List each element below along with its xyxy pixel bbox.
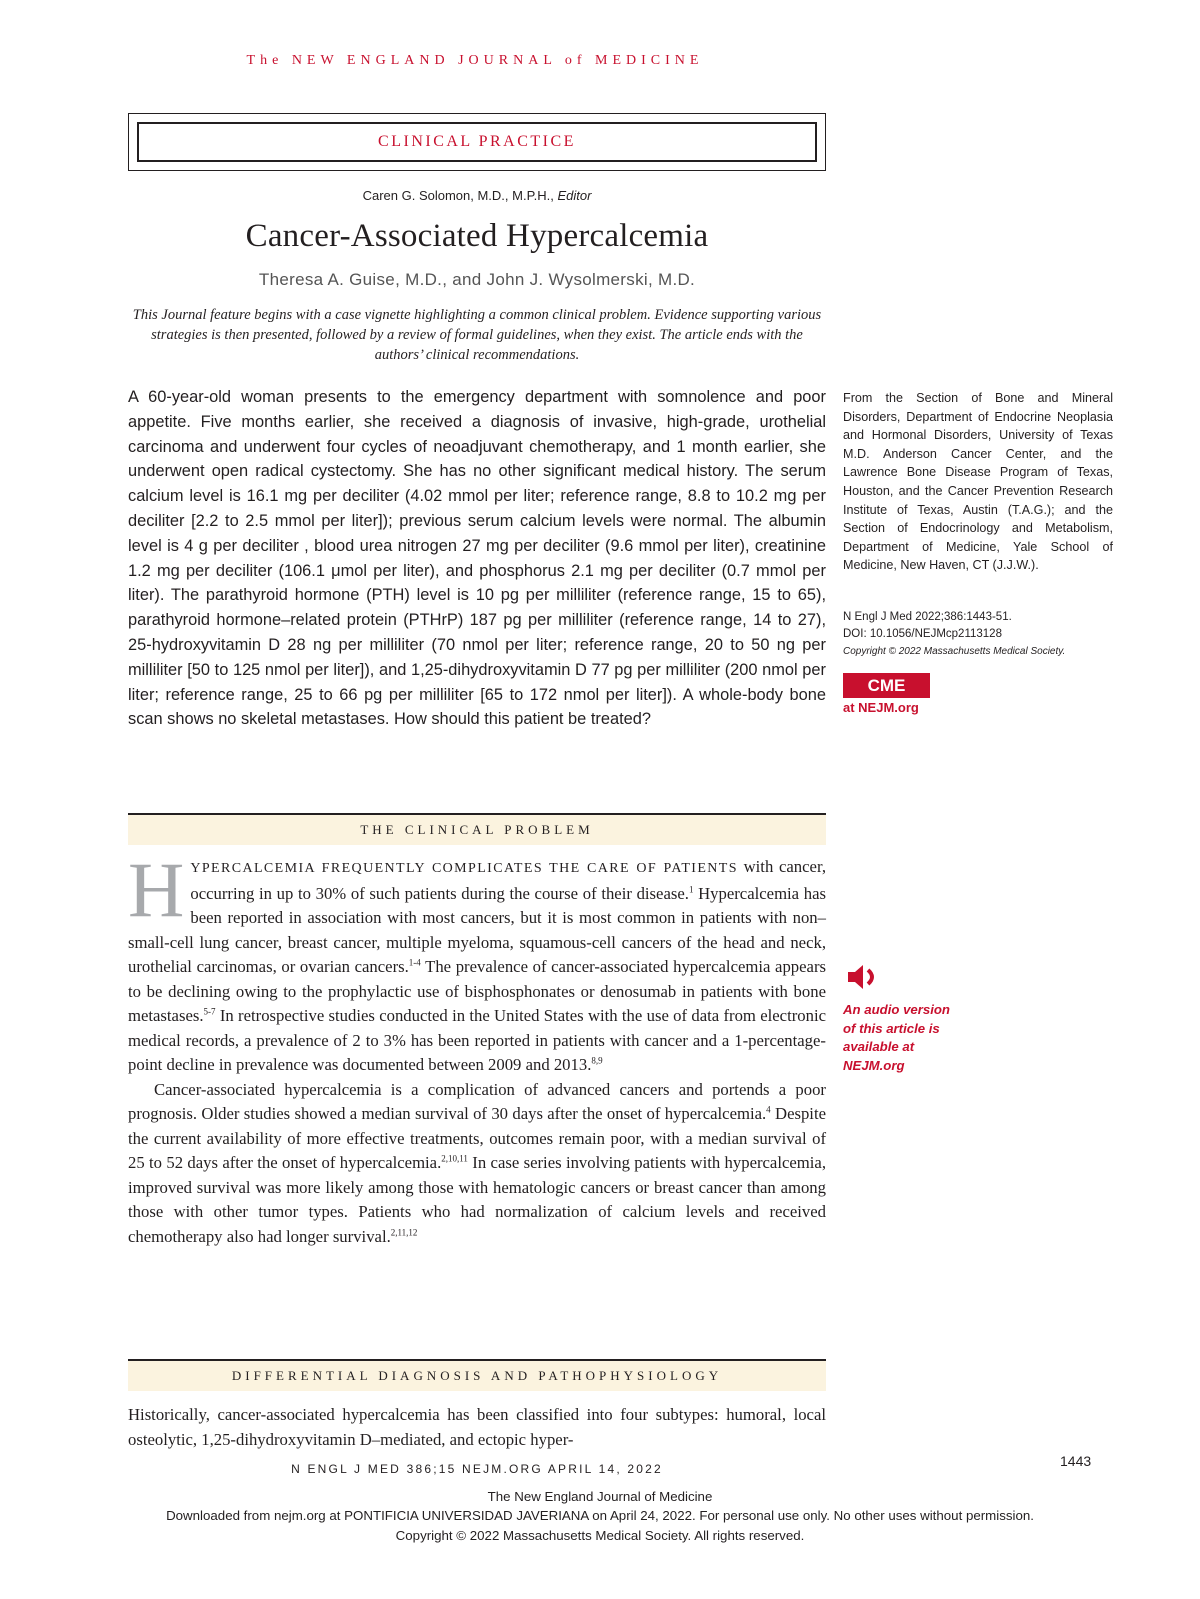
reference[interactable]: 2,10,11 [441,1153,468,1164]
audio-line: of this article is [843,1020,940,1036]
copyright-notice: Copyright © 2022 Massachusetts Medical Society. [843,646,1066,657]
paragraph [128,1078,826,1250]
speaker-icon[interactable] [846,962,886,997]
text-run: Hypercalcemia has been reported in association with most cancers, but it is most common in patients with non–small-cell lung cancer, breast cancer, multiple myeloma, squamous-cell cancers of the head and neck, urothelial carcinomas, or ovarian cancers. [128,883,827,976]
download-copyright: Copyright © 2022 Massachusetts Medical Society. All rights reserved. [395,1528,805,1543]
editor-name: Caren G. Solomon, M.D., M.P.H., [362,188,554,203]
audio-version-note[interactable] [843,1001,950,1075]
text-run: with cancer, occurring in up to 30% of such patients during the course of their disease. [190,857,826,903]
text-run: Despite the current availability of more effective treatments, outcomes remain poor, with a median survival of 25 to 52 days after the onset of hypercalcemia. [128,1104,826,1172]
reference[interactable]: 4 [766,1104,771,1115]
doi[interactable]: DOI: 10.1056/NEJMcp2113128 [843,628,1002,640]
citation: N Engl J Med 2022;386:1443-51. [843,611,1012,623]
download-notice: Downloaded from nejm.org at PONTIFICIA UNIVERSIDAD JAVERIANA on April 24, 2022. For personal use only. No other uses without permission. [166,1508,1034,1523]
journal-masthead: The NEW ENGLAND JOURNAL of MEDICINE [246,53,704,68]
text-run: The prevalence of cancer-associated hypercalcemia appears to be declining owing to the prophylactic use of bisphosphonates or denosumab in patients with bone metastases. [128,957,826,1025]
section-heading-clinical-problem: THE CLINICAL PROBLEM [360,822,594,837]
editor-line [0,188,954,203]
text-run: In retrospective studies conducted in the United States with the use of data from electronic medical records, a prevalence of 2 to 3% has been reported in patients with cancer and a 1-percentage-point decline in prevalence was documented between 2009 and 2013. [128,1006,826,1074]
section-label: CLINICAL PRACTICE [137,122,817,162]
citation-block [843,609,1113,660]
reference[interactable]: 1-4 [408,957,421,968]
text-run: In case series involving patients with hypercalcemia, improved survival was more likely among those with hematologic cancers or breast cancer than among those with other tumor types. Patients who had normalization of calcium levels and received chemotherapy also had longer survival. [128,1153,826,1246]
article-authors: Theresa A. Guise, M.D., and John J. Wysolmerski, M.D. [258,270,696,289]
page-number: 1443 [1060,1453,1092,1469]
reference[interactable]: 2,11,12 [390,1226,418,1237]
section-heading-differential: DIFFERENTIAL DIAGNOSIS AND PATHOPHYSIOLOGY [231,1368,723,1383]
text-run: Cancer-associated hypercalcemia is a complication of advanced cancers and portends a poor prognosis. Older studies showed a median survival of 30 days after the onset of hypercalcemia. [128,1079,826,1123]
differential-text [128,1403,826,1452]
section-label-box [128,113,826,171]
lead-in-caps: YPERCALCEMIA FREQUENTLY COMPLICATES THE CARE OF PATIENTS [190,861,738,876]
cme-badge[interactable]: CME [843,673,930,698]
editor-role: Editor [557,188,592,203]
paragraph: Historically, cancer-associated hypercalcemia has been classified into four subtypes: humoral, local osteolytic, 1,25-dihydroxyvitamin D–mediated, and ectopic hyper- [128,1405,826,1449]
drop-cap: H [128,846,185,933]
audio-line: available at [843,1039,915,1055]
reference[interactable]: 1 [688,883,694,894]
feature-intro: This Journal feature begins with a case vignette highlighting a common clinical problem. Evidence supporting various strategies is then presented, followed by a review of formal guidelines, when they exist. The article ends with the authors’ clinical recommendations. [132,307,822,363]
case-vignette: A 60-year-old woman presents to the emergency department with somnolence and poor appetite. Five months earlier, she received a diagnosis of invasive, high-grade, urothelial carcinoma and underwent four cycles of neoadjuvant chemotherapy, and 1 month earlier, she underwent open radical cystectomy. She has no other significant medical history. The serum calcium level is 16.1 mg per deciliter (4.02 mmol per liter; reference range, 8.8 to 10.2 mg per deciliter [2.2 to 2.5 mmol per liter]); previous serum calcium levels were normal. The albumin level is 4 g per deciliter , blood urea nitrogen 27 mg per deciliter (9.6 mmol per liter), creatinine 1.2 mg per deciliter (106.1 μmol per liter), and phosphorus 2.1 mg per deciliter (0.7 mmol per liter). The parathyroid hormone (PTH) level is 10 pg per milliliter (reference range, 15 to 65), parathyroid hormone–related protein (PTHrP) 187 pg per milliliter (reference range, 14 to 27), 25-hydroxyvitamin D 28 ng per milliliter (70 nmol per liter; reference range, 20 to 50 ng per milliliter [50 to 125 nmol per liter]), and 1,25-dihydroxyvitamin D 77 pg per milliliter (200 nmol per liter; reference range, 25 to 66 pg per milliliter [65 to 172 nmol per liter]). A whole-body bone scan shows no skeletal metastases. How should this patient be treated? [128,388,826,729]
download-journal: The New England Journal of Medicine [487,1489,713,1504]
article-title: Cancer-Associated Hypercalcemia [245,218,709,254]
issue-footer: N ENGL J MED 386;15 NEJM.ORG APRIL 14, 2022 [291,1462,663,1476]
reference[interactable]: 5-7 [203,1006,216,1017]
paragraph [128,846,827,1078]
audio-line: An audio version [843,1002,950,1017]
cme-link[interactable]: at NEJM.org [843,700,919,715]
reference[interactable]: 8,9 [591,1055,603,1066]
audio-line: NEJM.org [843,1057,905,1073]
clinical-problem-text [128,846,827,1249]
author-affiliations: From the Section of Bone and Mineral Disorders, Department of Endocrine Neoplasia and Hormonal Disorders, University of Texas M.D. Anderson Cancer Center, and the Lawrence Bone Disease Program of Texas, Houston, and the Cancer Prevention Research Institute of Texas, Austin (T.A.G.); and the Section of Endocrinology and Metabolism, Department of Medicine, Yale School of Medicine, New Haven, CT (J.J.W.). [843,391,1113,573]
